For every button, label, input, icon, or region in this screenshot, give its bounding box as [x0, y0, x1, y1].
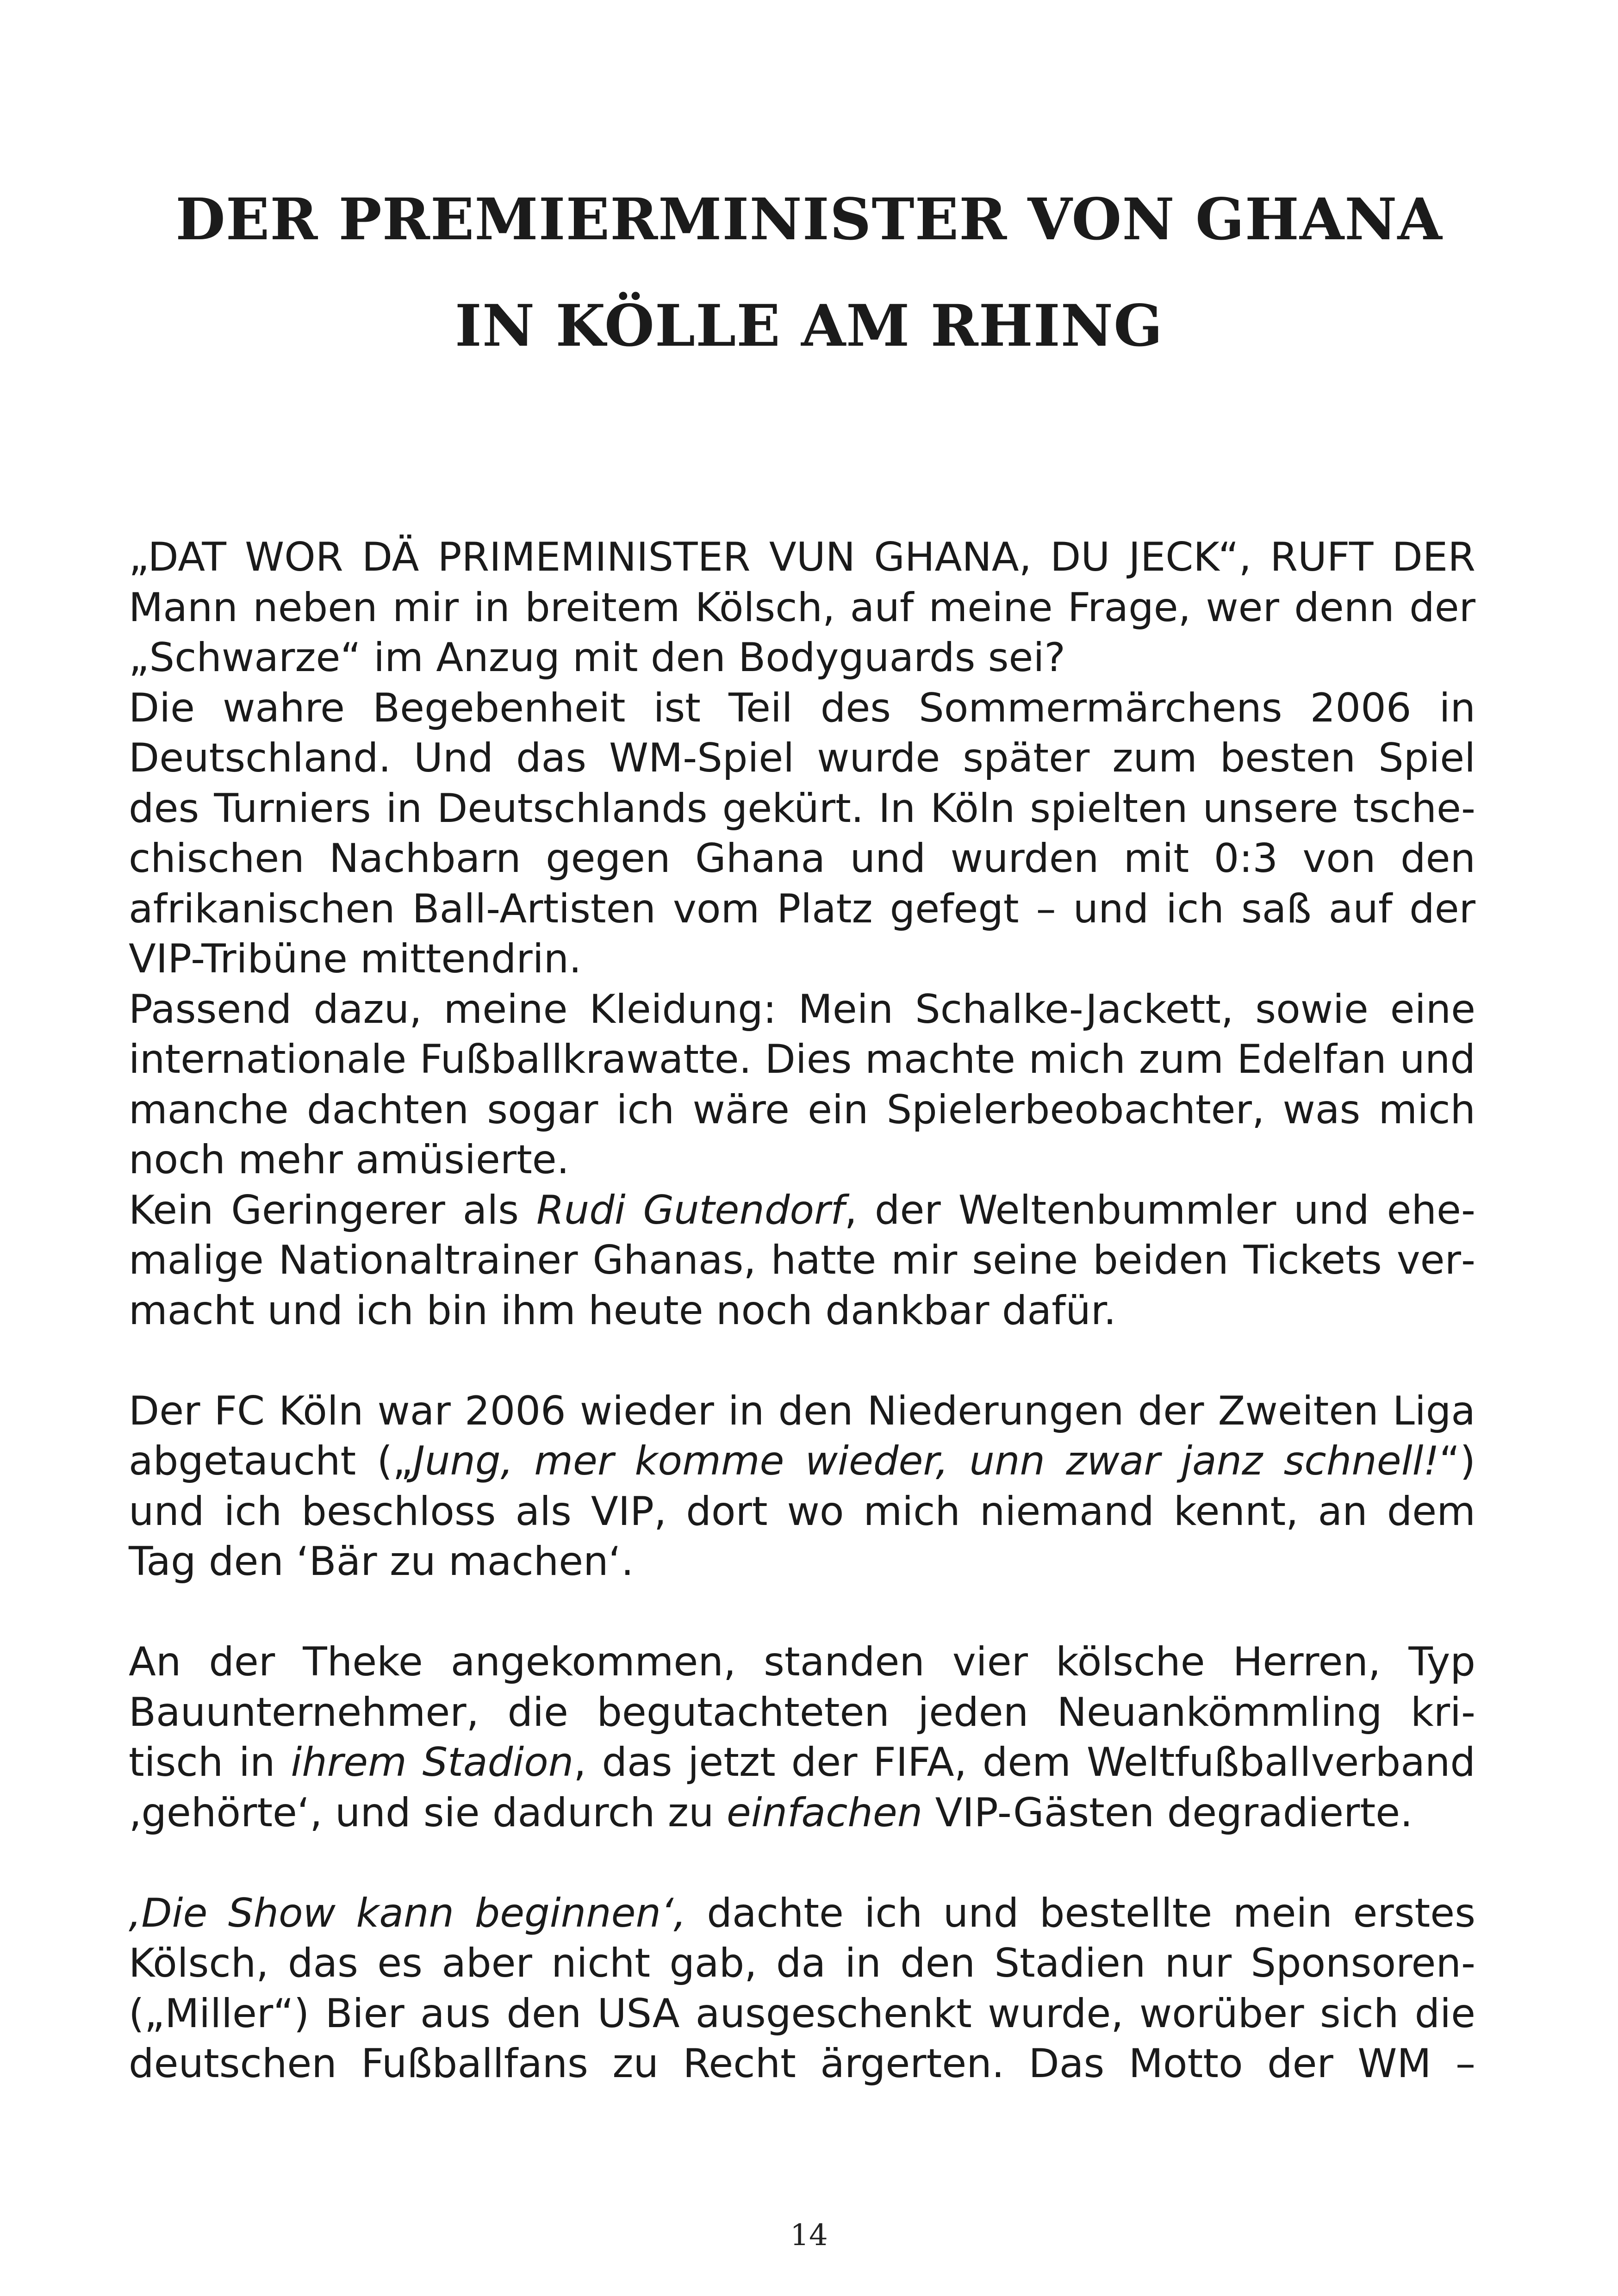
paragraph-4-text-b: , der Weltenbummler und ehemalige Nationaltrainer Ghanas, hatte mir seine beiden Tickets vermacht und ich bin ihm heute noch dankbar dafür.: [129, 1187, 1475, 1334]
paragraph-5-text-b: “) und ich beschloss als VIP, dort wo mich niemand kennt, an dem Tag den ‘Bär zu machen‘.: [129, 1438, 1475, 1585]
paragraph-7-text: dachte ich und bestellte mein erstes Kölsch, das es aber nicht gab, da in den Stadien nur Sponsoren-(„Miller“) Bier aus den USA ausgeschenkt wurde, worüber sich die deutschen Fußballfans zu Recht ärgerten. Das Motto der WM –: [129, 1890, 1475, 2087]
paragraph-5-italic: Jung, mer komme wieder, unn zwar janz schnell!: [413, 1438, 1439, 1484]
paragraph-7-italic: ‚Die Show kann beginnen‘,: [129, 1890, 686, 1936]
chapter-title-line-1: DER PREMIERMINISTER VON GHANA: [175, 186, 1443, 253]
paragraph-6-text-c: VIP-Gästen degradierte.: [922, 1789, 1413, 1836]
paragraph-6: [129, 1637, 1475, 1838]
paragraph-4: [129, 1185, 1475, 1336]
paragraph-6-italic-1: ihrem Stadion: [291, 1739, 574, 1786]
paragraph-6-text-a: An der Theke angekommen, standen vier kölsche Herren, Typ Bauunternehmer, die begutachteten jeden Neuankömmling kritisch in: [129, 1639, 1475, 1786]
paragraph-1: „DAT WOR DÄ PRIMEMINISTER VUN GHANA, DU JECK“, RUFT DER Mann neben mir in breitem Kölsch, auf meine Frage, wer denn der „Schwarze“ im Anzug mit den Bodyguards sei?: [129, 534, 1475, 681]
page-number: 14: [790, 2218, 828, 2252]
chapter-title: [120, 167, 1498, 380]
paragraph-2: Die wahre Begebenheit ist Teil des Sommermärchens 2006 in Deutschland. Und das WM-Spiel wurde später zum besten Spiel des Turniers in Deutschlands gekürt. In Köln spielten unsere tschechischen Nachbarn gegen Ghana und wurden mit 0:3 von den afrikanischen Ball-Artisten vom Platz gefegt – und ich saß auf der VIP-Tribüne mittendrin.: [129, 684, 1475, 982]
paragraph-3-text: Passend dazu, meine Kleidung: Mein Schalke-Jackett, sowie eine internationale Fußballkrawatte. Dies machte mich zum Edelfan und manche dachten sogar ich wäre ein Spielerbeobachter, was mich noch mehr amüsierte.: [129, 986, 1475, 1183]
body-text: [129, 532, 1475, 2089]
paragraph-4-text-a: Kein Geringerer als: [129, 1187, 536, 1233]
paragraph-4-italic: Rudi Gutendorf: [536, 1187, 845, 1233]
paragraph-5-text-a: Der FC Köln war 2006 wieder in den Niederungen der Zweiten Liga abgetaucht („: [129, 1388, 1475, 1484]
paragraph-3: [129, 984, 1475, 1185]
paragraph-7: [129, 1888, 1475, 2089]
paragraph-6-italic-2: einfachen: [726, 1789, 923, 1836]
paragraph-5: [129, 1386, 1475, 1587]
paragraph-6-text-b: , das jetzt der FIFA, dem Weltfußballverband ‚gehörte‘, und sie dadurch zu: [129, 1739, 1476, 1836]
chapter-title-line-2: IN KÖLLE AM RHING: [454, 292, 1164, 360]
